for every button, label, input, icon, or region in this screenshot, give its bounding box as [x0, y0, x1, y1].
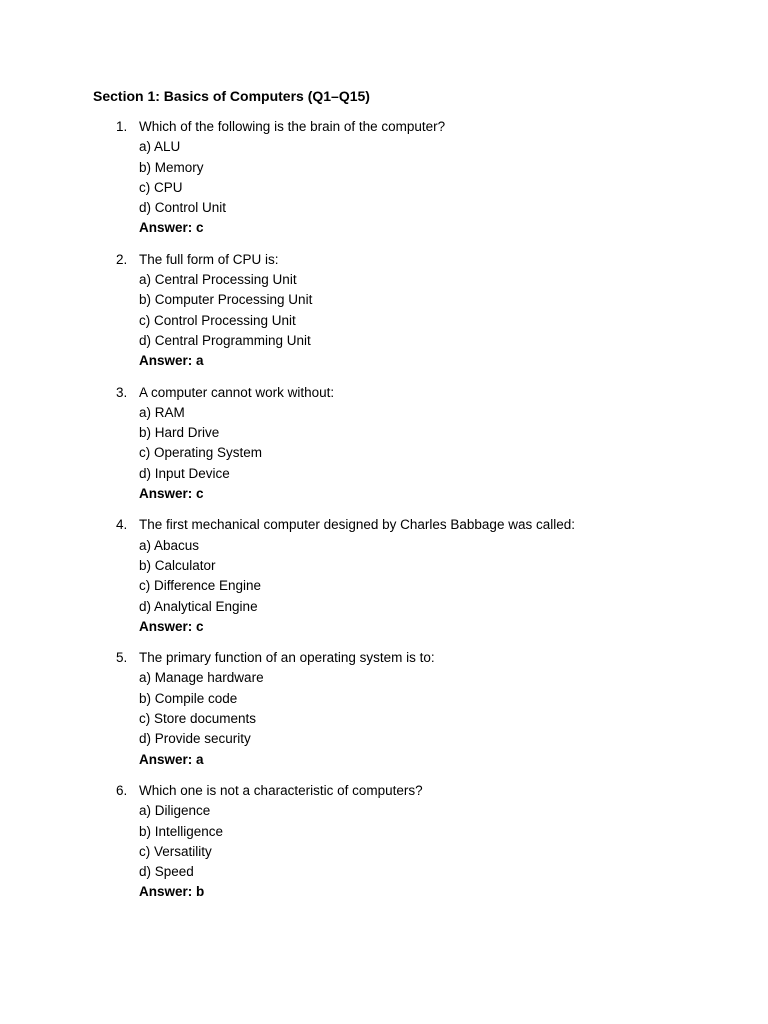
- option-d: d) Analytical Engine: [139, 598, 258, 614]
- section-title: Section 1: Basics of Computers (Q1–Q15): [93, 88, 370, 104]
- question-number: 4.: [116, 517, 128, 533]
- option-d: d) Input Device: [139, 465, 230, 481]
- option-b: b) Intelligence: [139, 823, 224, 839]
- question-body: [139, 250, 768, 372]
- option-a: a) Central Processing Unit: [139, 272, 297, 288]
- option-b: b) Computer Processing Unit: [139, 292, 313, 308]
- question-5: [0, 648, 768, 770]
- option-c: c) Versatility: [139, 843, 212, 859]
- option-a: a) ALU: [139, 139, 181, 155]
- option-c: c) Store documents: [139, 711, 257, 727]
- option-a: a) Abacus: [139, 537, 200, 553]
- option-c: c) Operating System: [139, 445, 263, 461]
- question-text: The primary function of an operating system is to:: [139, 650, 435, 666]
- question-3: [0, 383, 768, 505]
- question-body: [139, 383, 768, 505]
- option-c: c) Difference Engine: [139, 578, 262, 594]
- answer-label: Answer: a: [139, 353, 204, 369]
- option-d: d) Speed: [139, 864, 194, 880]
- question-number: 5.: [116, 650, 128, 666]
- question-list: [0, 117, 768, 914]
- answer-label: Answer: a: [139, 751, 204, 767]
- option-b: b) Compile code: [139, 690, 238, 706]
- option-a: a) RAM: [139, 404, 185, 420]
- option-c: c) Control Processing Unit: [139, 312, 296, 328]
- question-number: 1.: [116, 119, 128, 134]
- option-b: b) Hard Drive: [139, 425, 220, 441]
- option-a: a) Diligence: [139, 803, 211, 819]
- answer-label: Answer: b: [139, 884, 205, 900]
- question-body: [139, 648, 768, 770]
- question-number: 2.: [116, 251, 128, 267]
- option-c: c) CPU: [139, 179, 183, 195]
- question-body: [139, 515, 768, 637]
- question-text: Which of the following is the brain of the computer?: [139, 119, 446, 134]
- question-6: [0, 781, 768, 903]
- question-body: [139, 117, 768, 239]
- question-text: The first mechanical computer designed by Charles Babbage was called:: [139, 517, 575, 533]
- option-d: d) Control Unit: [139, 200, 227, 216]
- question-text: A computer cannot work without:: [139, 384, 335, 400]
- question-4: [0, 515, 768, 637]
- option-b: b) Memory: [139, 159, 204, 175]
- option-b: b) Calculator: [139, 557, 216, 573]
- answer-label: Answer: c: [139, 486, 204, 502]
- question-text: Which one is not a characteristic of computers?: [139, 782, 423, 798]
- option-a: a) Manage hardware: [139, 670, 264, 686]
- question-body: [139, 781, 768, 903]
- answer-label: Answer: c: [139, 220, 204, 236]
- option-d: d) Central Programming Unit: [139, 332, 311, 348]
- question-text: The full form of CPU is:: [139, 251, 279, 267]
- question-1: [0, 117, 768, 239]
- question-number: 3.: [116, 384, 128, 400]
- option-d: d) Provide security: [139, 731, 251, 747]
- question-number: 6.: [116, 782, 128, 798]
- question-2: [0, 250, 768, 372]
- answer-label: Answer: c: [139, 618, 204, 634]
